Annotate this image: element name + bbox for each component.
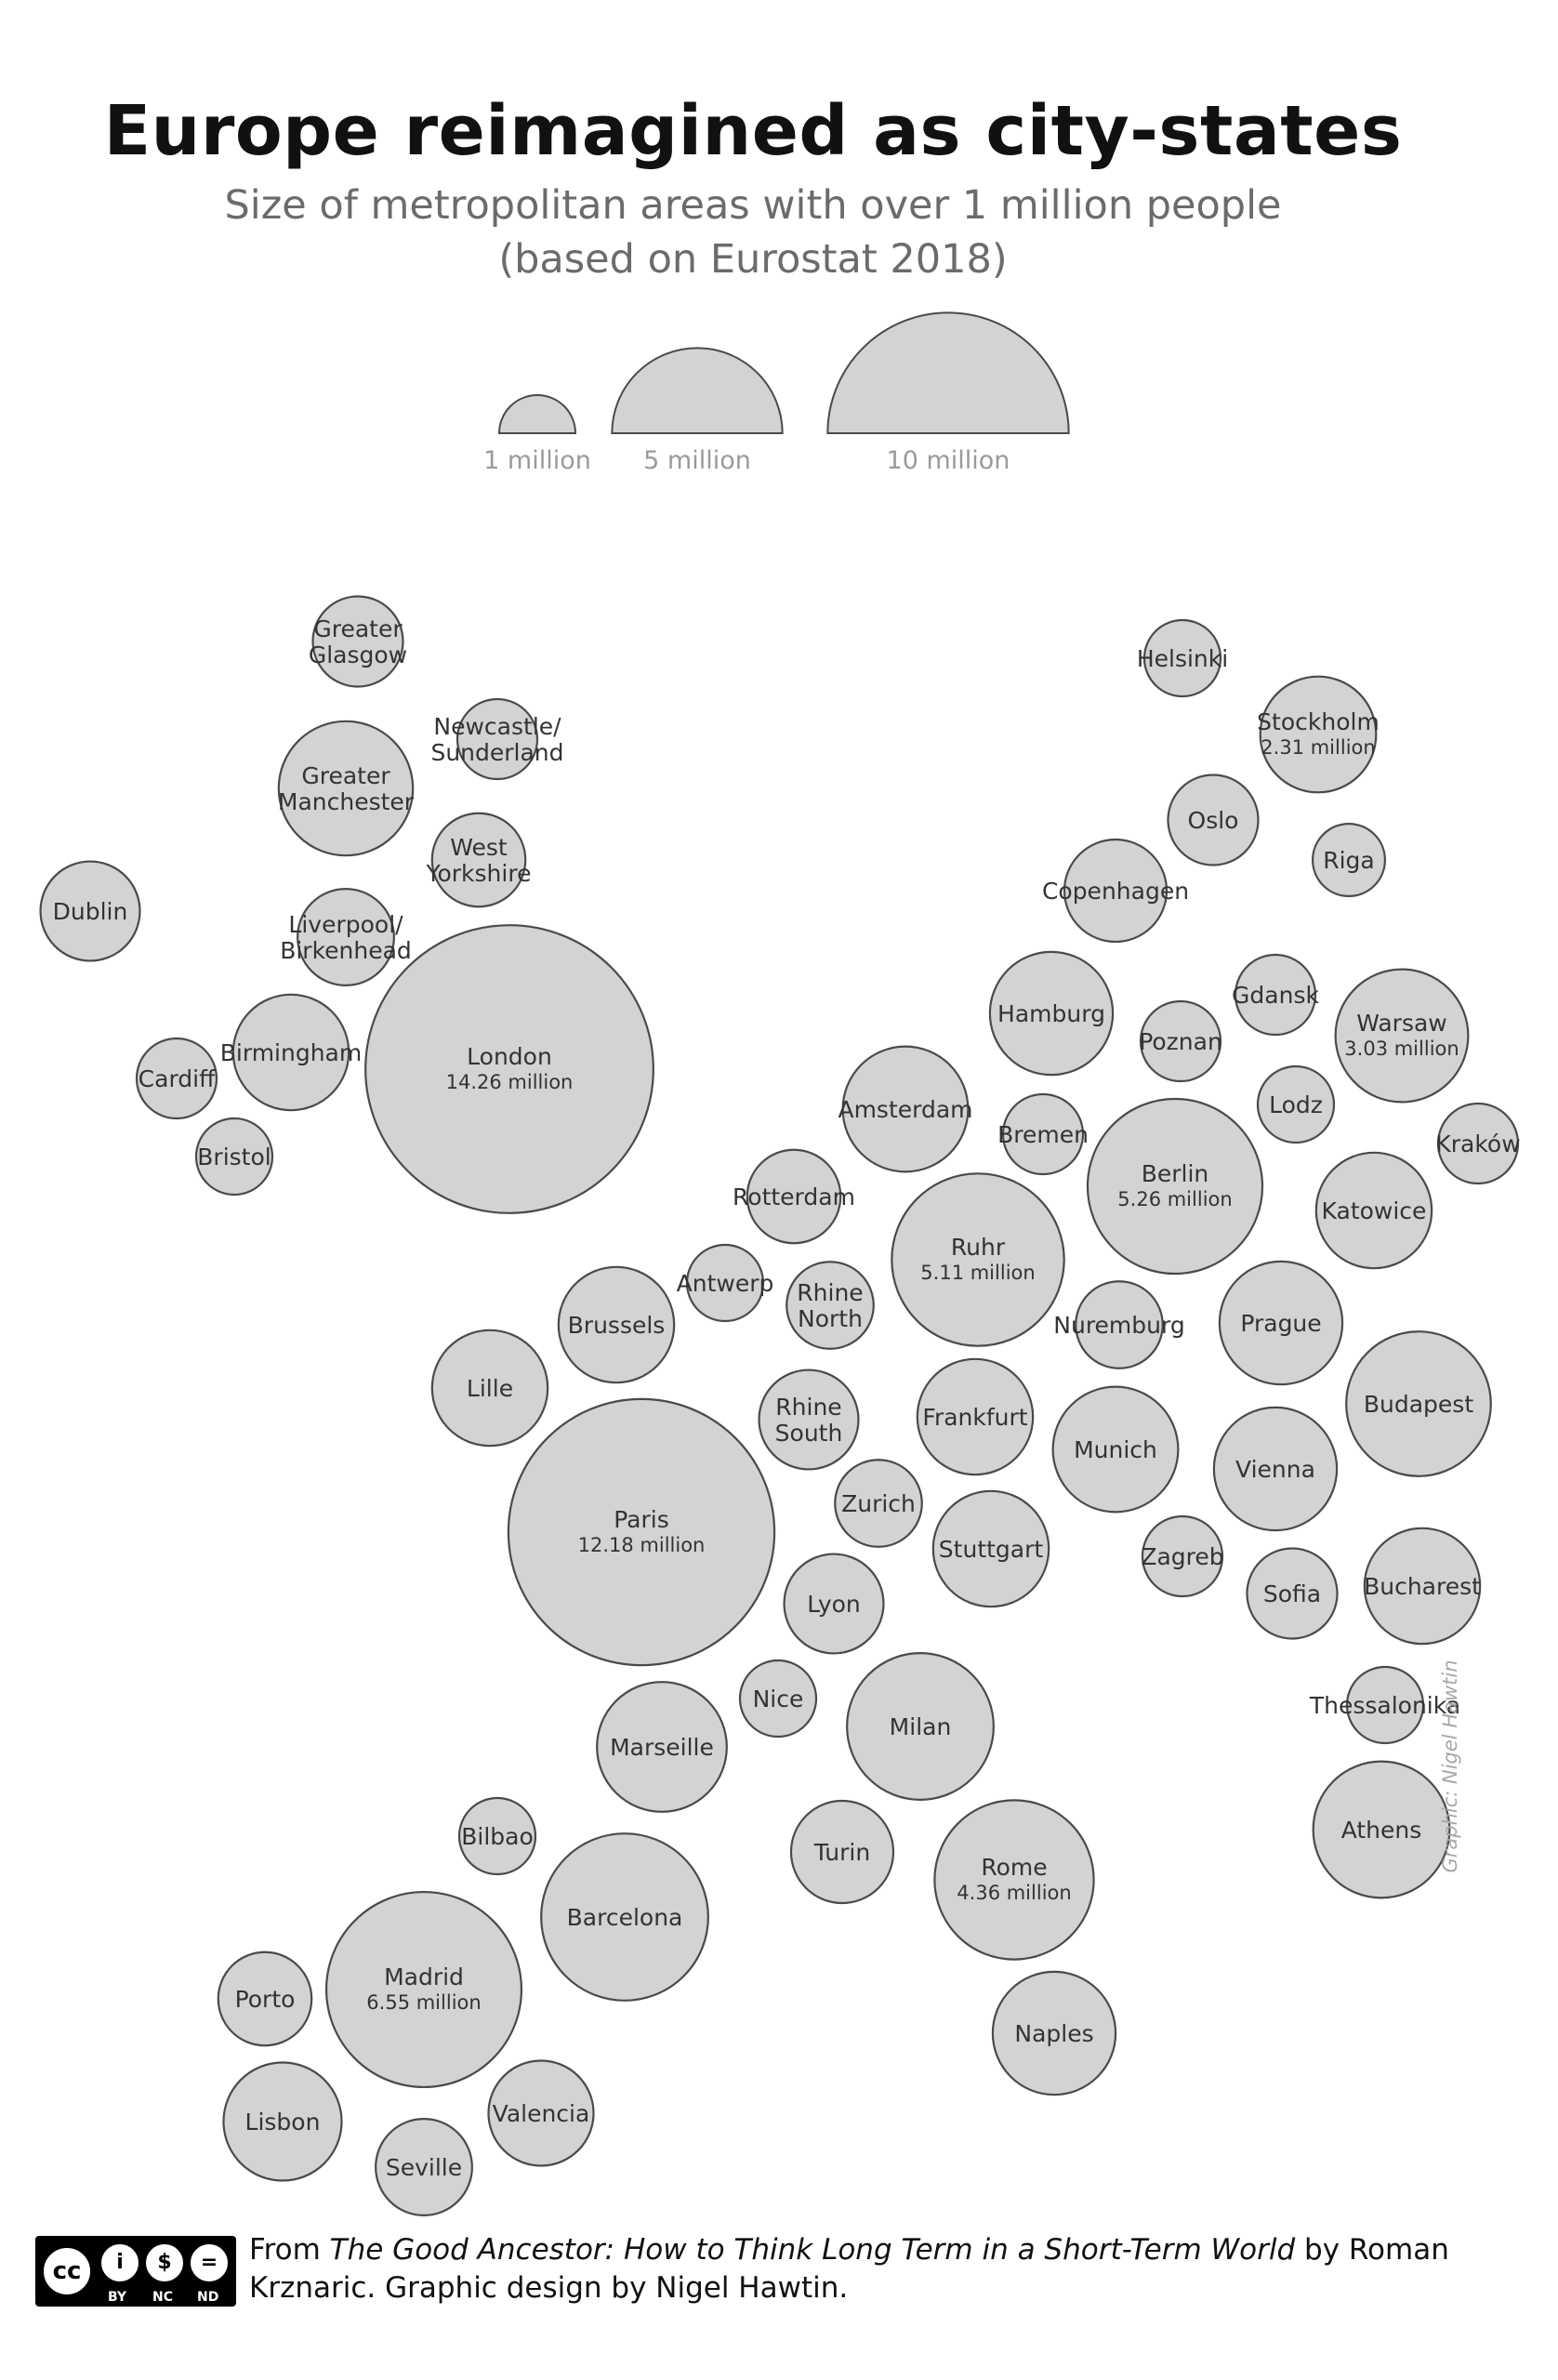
city-label-zurich: Zurich	[841, 1490, 916, 1517]
city-label-bremen: Bremen	[997, 1121, 1089, 1148]
city-label-lille: Lille	[466, 1375, 514, 1402]
city-label-paris: Paris	[614, 1506, 669, 1533]
nc-icon: $	[143, 2241, 186, 2284]
city-label-rhine-south: Rhine	[775, 1394, 842, 1421]
city-label-birmingham: Birmingham	[219, 1039, 363, 1066]
city-label-brussels: Brussels	[567, 1312, 666, 1339]
legend-label: 10 million	[886, 446, 1010, 475]
source-suffix: by Roman Krznaric. Graphic design by Nigel Hawtin.	[249, 2233, 1449, 2305]
city-label-lodz: Lodz	[1269, 1091, 1323, 1118]
city-label-cardiff: Cardiff	[138, 1065, 216, 1092]
city-label-stuttgart: Stuttgart	[938, 1536, 1044, 1563]
city-label-liverpool-birkenhead: Liverpool/	[288, 911, 403, 938]
city-label-newcastle-sunderland: Newcastle/	[433, 713, 561, 740]
city-label-rhine-north: North	[798, 1305, 863, 1332]
city-label-greater-manchester: Greater	[301, 762, 390, 789]
city-value-madrid: 6.55 million	[366, 1991, 482, 2014]
city-label-frankfurt: Frankfurt	[922, 1404, 1028, 1431]
by-icon: i	[99, 2241, 141, 2284]
city-label-liverpool-birkenhead: Birkenhead	[280, 937, 412, 964]
city-label-hamburg: Hamburg	[997, 1000, 1105, 1027]
legend-label: 5 million	[643, 446, 751, 475]
city-label-athens: Athens	[1340, 1817, 1422, 1844]
city-label-naples: Naples	[1014, 2020, 1094, 2047]
city-label-helsinki: Helsinki	[1136, 645, 1229, 672]
city-label-warsaw: Warsaw	[1356, 1010, 1447, 1037]
city-label-riga: Riga	[1323, 847, 1375, 874]
city-label-valencia: Valencia	[492, 2100, 590, 2127]
source-note	[249, 2231, 1495, 2307]
city-label-turin: Turin	[813, 1839, 871, 1866]
city-label-nice: Nice	[752, 1686, 804, 1712]
license-label-nc: NC	[152, 2290, 173, 2305]
cc-license-badge[interactable]	[35, 2236, 236, 2307]
city-label-barcelona: Barcelona	[566, 1904, 683, 1931]
city-label-lyon: Lyon	[807, 1591, 861, 1618]
city-label-bucharest: Bucharest	[1364, 1573, 1481, 1600]
legend-label: 1 million	[483, 446, 591, 475]
city-label-munich: Munich	[1074, 1436, 1157, 1463]
city-label-amsterdam: Amsterdam	[838, 1096, 973, 1123]
source-prefix: From	[249, 2233, 330, 2267]
legend-bubble-1-million	[499, 395, 575, 433]
city-label-rotterdam: Rotterdam	[733, 1183, 855, 1210]
subtitle-line-2: (based on Eurostat 2018)	[498, 236, 1008, 283]
city-value-stockholm: 2.31 million	[1261, 736, 1376, 759]
city-label-greater-manchester: Manchester	[277, 788, 415, 815]
book-title: The Good Ancestor: How to Think Long Term in a Short-Term World	[329, 2233, 1296, 2267]
legend-bubble-5-million	[612, 348, 782, 433]
chart-title: Europe reimagined as city-states	[103, 91, 1403, 171]
city-value-paris: 12.18 million	[577, 1534, 706, 1556]
city-label-porto: Porto	[234, 1986, 296, 2013]
city-label-zagreb: Zagreb	[1141, 1543, 1224, 1570]
city-label-bilbao: Bilbao	[461, 1823, 534, 1850]
city-label-ruhr: Ruhr	[950, 1234, 1006, 1261]
city-value-rome: 4.36 million	[957, 1882, 1072, 1904]
city-label-katowice: Katowice	[1321, 1197, 1427, 1224]
city-label-west-yorkshire: Yorkshire	[426, 860, 532, 887]
city-label-west-yorkshire: West	[450, 834, 508, 861]
city-label-berlin: Berlin	[1141, 1160, 1209, 1187]
city-label-copenhagen: Copenhagen	[1041, 878, 1190, 905]
city-label-rhine-north: Rhine	[797, 1279, 864, 1306]
city-value-warsaw: 3.03 million	[1344, 1038, 1459, 1060]
city-label-madrid: Madrid	[384, 1964, 464, 1990]
city-label-prague: Prague	[1240, 1310, 1322, 1337]
city-label-antwerp: Antwerp	[676, 1270, 774, 1297]
license-label-by: BY	[108, 2290, 127, 2305]
cc-icon: cc	[41, 2245, 93, 2297]
city-label-gdansk: Gdansk	[1232, 982, 1319, 1009]
city-label-greater-glasgow: Greater	[313, 615, 403, 642]
legend-bubble-10-million	[827, 312, 1068, 433]
city-label-london: London	[467, 1043, 552, 1070]
city-label-dublin: Dublin	[52, 898, 128, 925]
city-label-rhine-south: South	[774, 1420, 843, 1447]
city-label-rome: Rome	[981, 1854, 1048, 1881]
city-label-vienna: Vienna	[1235, 1456, 1315, 1483]
city-label-newcastle-sunderland: Sunderland	[430, 739, 564, 766]
city-label-greater-glasgow: Glasgow	[308, 641, 408, 668]
license-label-nd: ND	[197, 2290, 219, 2305]
city-value-berlin: 5.26 million	[1117, 1188, 1233, 1210]
city-label-milan: Milan	[889, 1713, 952, 1740]
city-label-budapest: Budapest	[1363, 1391, 1474, 1418]
city-label-poznan: Poznan	[1139, 1028, 1222, 1055]
graphic-credit: Graphic: Nigel Hawtin	[1439, 1659, 1461, 1873]
city-label-thessalonika: Thessalonika	[1309, 1692, 1461, 1719]
city-label-krak-w: Kraków	[1435, 1130, 1521, 1157]
city-label-lisbon: Lisbon	[244, 2109, 321, 2135]
city-value-ruhr: 5.11 million	[920, 1262, 1036, 1284]
city-label-bristol: Bristol	[197, 1144, 271, 1170]
nd-icon: =	[188, 2241, 231, 2284]
city-label-stockholm: Stockholm	[1257, 708, 1380, 735]
city-label-oslo: Oslo	[1187, 807, 1239, 834]
city-label-sofia: Sofia	[1262, 1580, 1322, 1607]
city-value-london: 14.26 million	[445, 1071, 574, 1093]
city-label-nuremburg: Nuremburg	[1053, 1312, 1185, 1339]
city-label-marseille: Marseille	[610, 1734, 714, 1761]
subtitle-line-1: Size of metropolitan areas with over 1 million people	[224, 182, 1282, 229]
city-label-seville: Seville	[385, 2154, 463, 2181]
